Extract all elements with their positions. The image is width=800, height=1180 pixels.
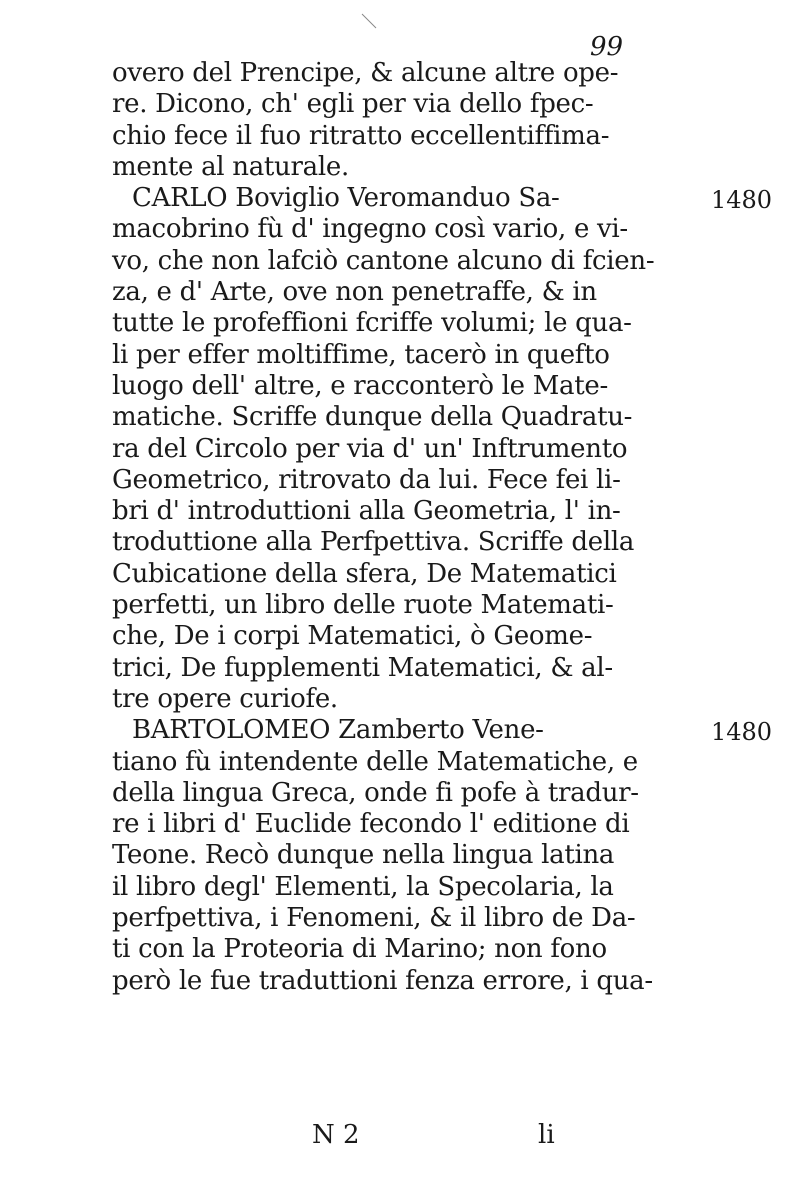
text-line: mente al naturale. bbox=[112, 151, 349, 182]
margin-year: 1480 bbox=[711, 186, 773, 214]
text-line: ti con la Proteoria di Marino; non fono bbox=[112, 934, 607, 965]
text-line: il libro degl' Elementi, la Specolaria, la bbox=[112, 871, 614, 902]
text-line: BARTOLOMEO Zamberto Vene- bbox=[132, 715, 544, 746]
text-line: che, De i corpi Matematici, ò Geome- bbox=[112, 621, 593, 652]
text-line: CARLO Boviglio Veromanduo Sa- bbox=[132, 183, 560, 214]
text-line: re i libri d' Euclide fecondo l' editione di bbox=[112, 809, 630, 840]
text-line: però le fue traduttioni fenza errore, i qua- bbox=[112, 965, 653, 996]
text-line: luogo dell' altre, e racconterò le Mate- bbox=[112, 370, 608, 401]
corner-mark bbox=[360, 12, 400, 32]
catchword: li bbox=[538, 1120, 555, 1150]
text-line: bri d' introduttioni alla Geometria, l' in- bbox=[112, 496, 621, 527]
text-line: overo del Prencipe, & alcune altre ope- bbox=[112, 58, 619, 88]
text-line: della lingua Greca, onde fi pofe à tradur- bbox=[112, 777, 639, 808]
text-line: re. Dicono, ch' egli per via dello fpec- bbox=[112, 89, 594, 120]
margin-year: 1480 bbox=[711, 718, 773, 746]
text-line: macobrino fù d' ingegno così vario, e vi- bbox=[112, 214, 628, 245]
text-line: li per effer moltiffime, tacerò in quefto bbox=[112, 339, 610, 370]
text-line: ra del Circolo per via d' un' Inftrumento bbox=[112, 433, 628, 464]
text-line: perfetti, un libro delle ruote Matemati- bbox=[112, 590, 614, 621]
text-line: trici, De fupplementi Matematici, & al- bbox=[112, 652, 613, 683]
signature-mark: N 2 bbox=[312, 1120, 360, 1150]
text-line: tutte le profeffioni fcriffe volumi; le qua- bbox=[112, 308, 632, 339]
page-number: 99 bbox=[590, 32, 624, 62]
text-line: chio fece il fuo ritratto eccellentiffima- bbox=[112, 120, 610, 151]
text-line: perfpettiva, i Fenomeni, & il libro de Da- bbox=[112, 903, 636, 934]
text-line: matiche. Scriffe dunque della Quadratu- bbox=[112, 402, 633, 433]
text-line: vo, che non lafciò cantone alcuno di fcien- bbox=[112, 245, 655, 276]
text-line: za, e d' Arte, ove non penetraffe, & in bbox=[112, 277, 597, 308]
text-line: troduttione alla Perfpettiva. Scriffe della bbox=[112, 527, 635, 558]
text-line: tiano fù intendente delle Matematiche, e bbox=[112, 746, 638, 777]
body-text bbox=[112, 58, 655, 997]
text-line: Teone. Recò dunque nella lingua latina bbox=[112, 840, 615, 871]
text-line: tre opere curiofe. bbox=[112, 683, 338, 714]
text-line: Geometrico, ritrovato da lui. Fece fei li- bbox=[112, 464, 621, 495]
text-line: Cubicatione della sfera, De Matematici bbox=[112, 558, 617, 589]
